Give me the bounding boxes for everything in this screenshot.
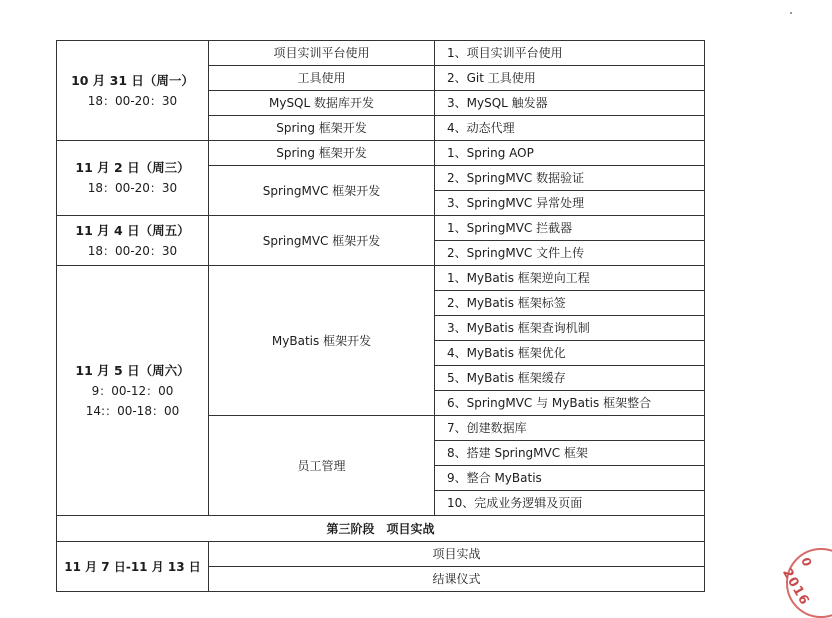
item-cell: 1、MyBatis 框架逆向工程: [435, 266, 705, 291]
item-cell: 4、MyBatis 框架优化: [435, 341, 705, 366]
item-cell: 3、SpringMVC 异常处理: [435, 191, 705, 216]
item-cell: 8、搭建 SpringMVC 框架: [435, 441, 705, 466]
topic-cell: 工具使用: [209, 66, 435, 91]
final-date: 11 月 7 日-11 月 13 日: [57, 542, 209, 592]
topic-cell: 员工管理: [209, 416, 435, 516]
session-date: 10 月 31 日（周一）: [71, 72, 194, 88]
session-date-cell: [57, 141, 209, 216]
final-item: 项目实战: [209, 542, 705, 567]
item-cell: 2、SpringMVC 数据验证: [435, 166, 705, 191]
session-time: 14:：00-18：00: [85, 403, 180, 418]
table-row: [57, 141, 705, 166]
topic-cell: SpringMVC 框架开发: [209, 216, 435, 266]
stamp-text: 2016: [779, 566, 813, 609]
item-cell: 2、SpringMVC 文件上传: [435, 241, 705, 266]
table-row: [57, 542, 705, 567]
item-cell: 9、整合 MyBatis: [435, 466, 705, 491]
topic-cell: Spring 框架开发: [209, 141, 435, 166]
final-item: 结课仪式: [209, 567, 705, 592]
topic-cell: 项目实训平台使用: [209, 41, 435, 66]
session-time: 18：00-20：30: [87, 243, 178, 258]
session-date: 11 月 2 日（周三）: [75, 160, 190, 175]
session-date: 11 月 5 日（周六）: [75, 362, 190, 378]
table-row: [57, 516, 705, 542]
topic-cell: SpringMVC 框架开发: [209, 166, 435, 216]
table-row: [57, 41, 705, 66]
stage-header: 第三阶段 项目实战: [57, 516, 705, 542]
item-cell: 6、SpringMVC 与 MyBatis 框架整合: [435, 391, 705, 416]
session-time: 9：00-12：00: [91, 383, 174, 398]
item-cell: 2、MyBatis 框架标签: [435, 291, 705, 316]
item-cell: 3、MyBatis 框架查询机制: [435, 316, 705, 341]
stamp-text-secondary: 0: [798, 556, 815, 568]
item-cell: 5、MyBatis 框架缓存: [435, 366, 705, 391]
scan-speck: [790, 12, 792, 14]
session-time: 18：00-20：30: [87, 181, 178, 195]
topic-cell: MyBatis 框架开发: [209, 266, 435, 416]
item-cell: 4、动态代理: [435, 116, 705, 141]
table-row: [57, 266, 705, 291]
session-date-cell: [57, 266, 209, 516]
session-date: 11 月 4 日（周五）: [75, 222, 190, 238]
item-cell: 3、MySQL 触发器: [435, 91, 705, 116]
session-time: 18：00-20：30: [87, 93, 178, 108]
table-row: [57, 216, 705, 241]
session-date-cell: [57, 41, 209, 141]
topic-cell: Spring 框架开发: [209, 116, 435, 141]
topic-cell: MySQL 数据库开发: [209, 91, 435, 116]
schedule-table: [56, 40, 705, 592]
item-cell: 10、完成业务逻辑及页面: [435, 491, 705, 516]
item-cell: 2、Git 工具使用: [435, 66, 705, 91]
item-cell: 7、创建数据库: [435, 416, 705, 441]
session-date-cell: [57, 216, 209, 266]
item-cell: 1、SpringMVC 拦截器: [435, 216, 705, 241]
item-cell: 1、项目实训平台使用: [435, 41, 705, 66]
item-cell: 1、Spring AOP: [435, 141, 705, 166]
